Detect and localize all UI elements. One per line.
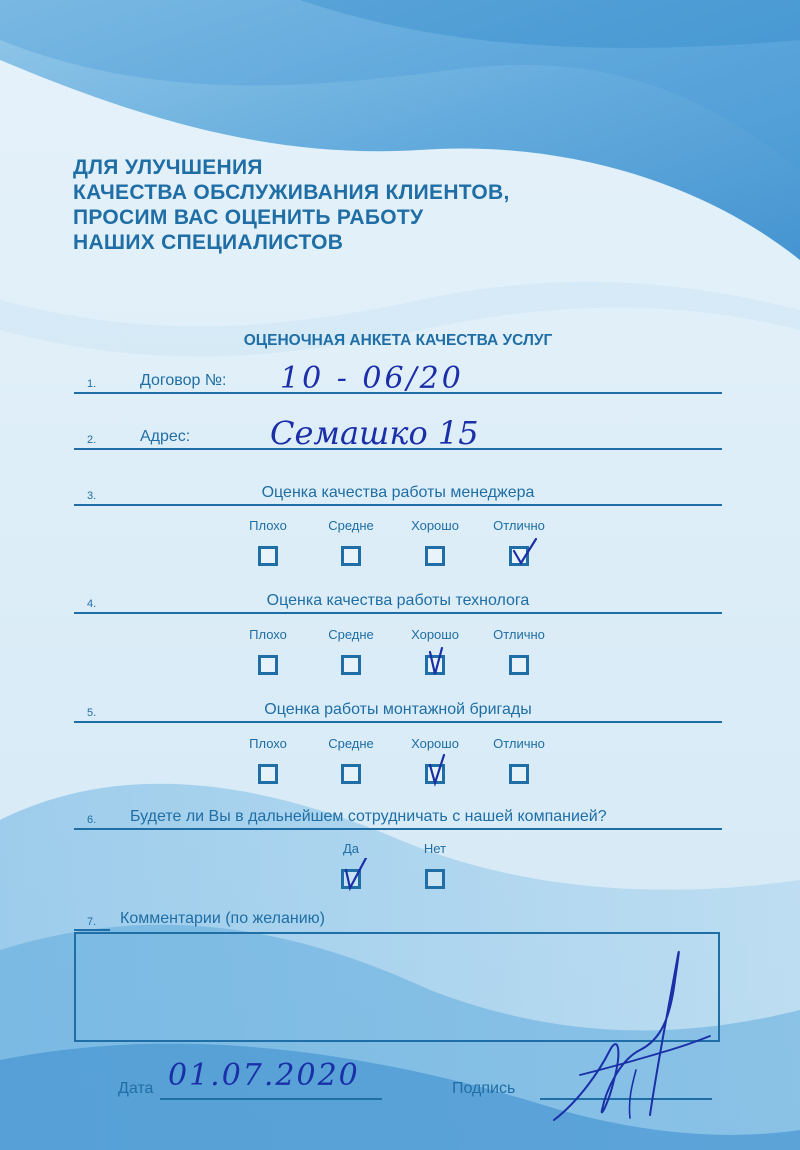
checkbox-poor[interactable] xyxy=(258,546,278,566)
checkbox-average[interactable] xyxy=(341,655,361,675)
header-line-2: КАЧЕСТВА ОБСЛУЖИВАНИЯ КЛИЕНТОВ, xyxy=(73,181,510,204)
address-field[interactable]: Семашко 15 xyxy=(270,414,479,452)
option-label: Средне xyxy=(328,627,374,642)
crew-rating-row xyxy=(74,695,722,723)
option-label: Хорошо xyxy=(411,736,459,751)
option-label: Отлично xyxy=(493,518,545,533)
technologist-option-excellent[interactable] xyxy=(479,627,559,675)
option-label: Да xyxy=(342,841,360,856)
address-label: Адрес: xyxy=(140,428,191,445)
item-number: 3. xyxy=(87,490,97,502)
signature-icon[interactable] xyxy=(540,940,720,1130)
comments-label: Комментарии (по желанию) xyxy=(120,910,325,927)
header-line-4: НАШИХ СПЕЦИАЛИСТОВ xyxy=(73,231,344,254)
cooperation-question: Будете ли Вы в дальнейшем сотрудничать с нашей компанией? xyxy=(130,808,607,825)
checkbox-good-checked[interactable] xyxy=(425,764,445,784)
address-row xyxy=(74,414,722,452)
checkmark-icon xyxy=(342,858,372,892)
technologist-rating-row xyxy=(74,586,722,614)
cooperation-row xyxy=(74,802,722,830)
option-label: Плохо xyxy=(249,627,287,642)
contract-label: Договор №: xyxy=(140,372,227,389)
option-label: Плохо xyxy=(249,736,287,751)
cooperation-option-no[interactable] xyxy=(395,841,475,889)
crew-option-excellent[interactable] xyxy=(479,736,559,784)
item-number: 1. xyxy=(87,378,97,390)
option-label: Нет xyxy=(423,841,447,856)
option-label: Отлично xyxy=(493,736,545,751)
item-number: 2. xyxy=(87,434,97,446)
signature-label: Подпись xyxy=(452,1080,516,1097)
technologist-option-average[interactable] xyxy=(311,627,391,675)
option-label: Хорошо xyxy=(411,518,459,533)
checkbox-yes-checked[interactable] xyxy=(341,869,361,889)
option-label: Средне xyxy=(328,518,374,533)
crew-option-good[interactable] xyxy=(395,736,475,784)
header-line-3: ПРОСИМ ВАС ОЦЕНИТЬ РАБОТУ xyxy=(73,206,424,229)
form-title: ОЦЕНОЧНАЯ АНКЕТА КАЧЕСТВА УСЛУГ xyxy=(243,332,553,349)
header-line-1: ДЛЯ УЛУЧШЕНИЯ xyxy=(73,156,263,179)
checkbox-average[interactable] xyxy=(341,764,361,784)
checkbox-excellent-checked[interactable] xyxy=(509,546,529,566)
crew-option-poor[interactable] xyxy=(228,736,308,784)
checkbox-good-checked[interactable] xyxy=(425,655,445,675)
contract-number-field[interactable]: 10 - 06/20 xyxy=(280,361,464,396)
item-number: 6. xyxy=(87,814,97,826)
manager-option-average[interactable] xyxy=(311,518,391,566)
date-field[interactable]: 01.07.2020 xyxy=(168,1058,360,1093)
manager-rating-row xyxy=(74,478,722,506)
technologist-option-good[interactable] xyxy=(395,627,475,675)
manager-option-excellent[interactable] xyxy=(479,518,559,566)
option-label: Отлично xyxy=(493,627,545,642)
crew-option-average[interactable] xyxy=(311,736,391,784)
technologist-rating-label: Оценка качества работы технолога xyxy=(266,592,530,609)
manager-option-poor[interactable] xyxy=(228,518,308,566)
checkbox-excellent[interactable] xyxy=(509,655,529,675)
checkmark-icon xyxy=(426,753,456,787)
checkbox-excellent[interactable] xyxy=(509,764,529,784)
date-label: Дата xyxy=(118,1080,154,1097)
checkmark-icon xyxy=(426,644,456,678)
contract-row xyxy=(74,361,722,396)
checkbox-good[interactable] xyxy=(425,546,445,566)
page-header xyxy=(73,155,510,255)
checkbox-no[interactable] xyxy=(425,869,445,889)
comments-header xyxy=(74,906,374,930)
option-label: Плохо xyxy=(249,518,287,533)
cooperation-option-yes[interactable] xyxy=(311,841,391,889)
technologist-option-poor[interactable] xyxy=(228,627,308,675)
option-label: Средне xyxy=(328,736,374,751)
crew-rating-label: Оценка работы монтажной бригады xyxy=(264,701,532,718)
manager-option-good[interactable] xyxy=(395,518,475,566)
checkmark-icon xyxy=(510,535,540,569)
manager-rating-label: Оценка качества работы менеджера xyxy=(261,484,535,501)
item-number: 7. xyxy=(87,916,97,928)
checkbox-poor[interactable] xyxy=(258,764,278,784)
item-number: 4. xyxy=(87,598,97,610)
checkbox-average[interactable] xyxy=(341,546,361,566)
checkbox-poor[interactable] xyxy=(258,655,278,675)
item-number: 5. xyxy=(87,707,97,719)
option-label: Хорошо xyxy=(411,627,459,642)
number-underline xyxy=(74,929,110,931)
